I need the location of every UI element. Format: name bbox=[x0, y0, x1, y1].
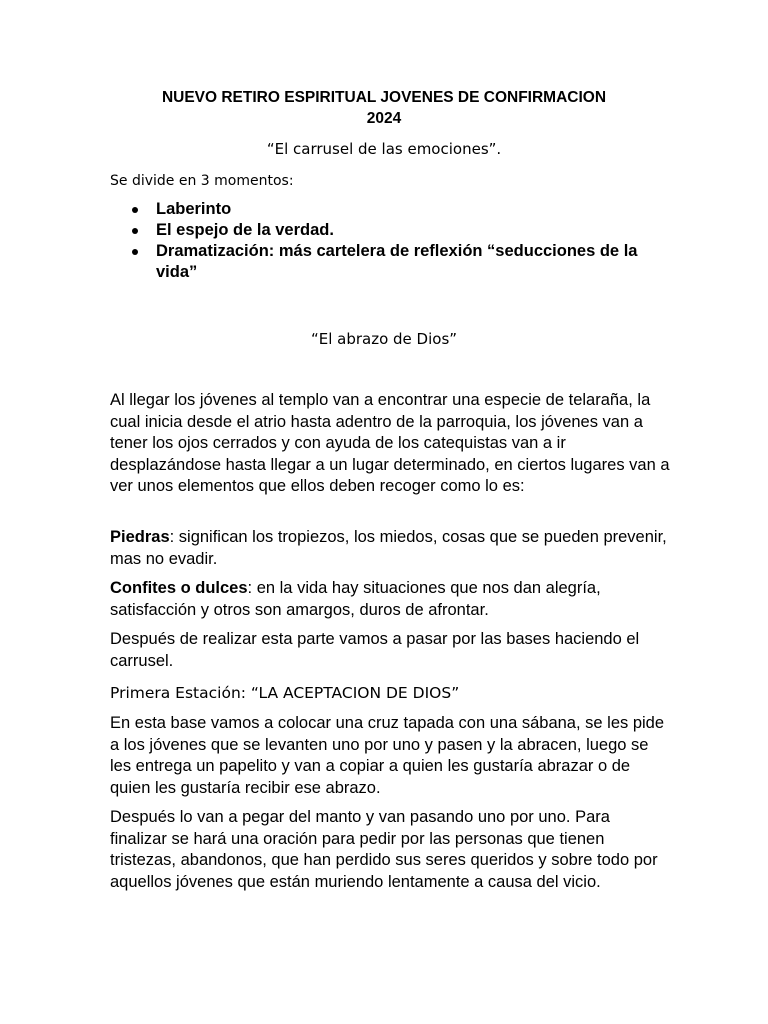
list-item bbox=[110, 241, 670, 283]
list-item bbox=[110, 220, 670, 241]
piedras-text: : significan los tropiezos, los miedos, cosas que se pueden prevenir, mas no evadir. bbox=[110, 528, 667, 568]
confites-text: : en la vida hay situaciones que nos dan alegría, satisfacción y otros son amargos, duros de afrontar. bbox=[110, 579, 601, 619]
list-item-text: Dramatización: más cartelera de reflexión “seducciones de la vida” bbox=[156, 242, 638, 281]
piedras-label: Piedras bbox=[110, 528, 170, 546]
paragraph-station-2: Después lo van a pegar del manto y van pasando uno por uno. Para finalizar se hará una oración para pedir por las personas que tienen tristezas, abandonos, que han perdido sus seres queridos y sobre todo por aquellos jóvenes que están muriendo lentamente a causa del vicio. bbox=[110, 808, 658, 891]
bullet-icon bbox=[132, 207, 138, 213]
section-title: “El abrazo de Dios” bbox=[310, 330, 458, 348]
intro-text: Se divide en 3 momentos: bbox=[110, 173, 294, 189]
list-item-text: El espejo de la verdad. bbox=[156, 221, 334, 239]
list-item-text: Laberinto bbox=[156, 200, 232, 218]
paragraph-confites bbox=[110, 578, 670, 621]
bullet-icon bbox=[132, 249, 138, 255]
document-subtitle: “El carrusel de las emociones”. bbox=[266, 140, 502, 158]
paragraph-intro: Al llegar los jóvenes al templo van a encontrar una especie de telaraña, la cual inicia desde el atrio hasta adentro de la parroquia, los jóvenes van a tener los ojos cerrados y con ayuda de los catequistas van a ir desplazándose hasta llegar a un lugar determinado, en ciertos lugares van a ver unos elementos que ellos deben recoger como lo es: bbox=[110, 391, 670, 495]
title-line-2: 2024 bbox=[366, 110, 402, 127]
moments-list bbox=[110, 199, 670, 283]
document-title bbox=[110, 87, 658, 129]
paragraph-carrusel: Después de realizar esta parte vamos a pasar por las bases haciendo el carrusel. bbox=[110, 630, 640, 670]
bullet-icon bbox=[132, 228, 138, 234]
paragraph-piedras bbox=[110, 527, 670, 570]
title-line-1: NUEVO RETIRO ESPIRITUAL JOVENES DE CONFIRMACION bbox=[161, 89, 607, 106]
paragraph-station-1: En esta base vamos a colocar una cruz tapada con una sábana, se les pide a los jóvenes que se levanten uno por uno y pasen y la abracen, luego se les entrega un papelito y van a copiar a quien les gustaría abrazar o de quien les gustaría recibir ese abrazo. bbox=[110, 714, 665, 797]
list-item bbox=[110, 199, 670, 220]
confites-label: Confites o dulces bbox=[110, 579, 248, 597]
station-title: Primera Estación: “LA ACEPTACION DE DIOS” bbox=[110, 684, 460, 702]
